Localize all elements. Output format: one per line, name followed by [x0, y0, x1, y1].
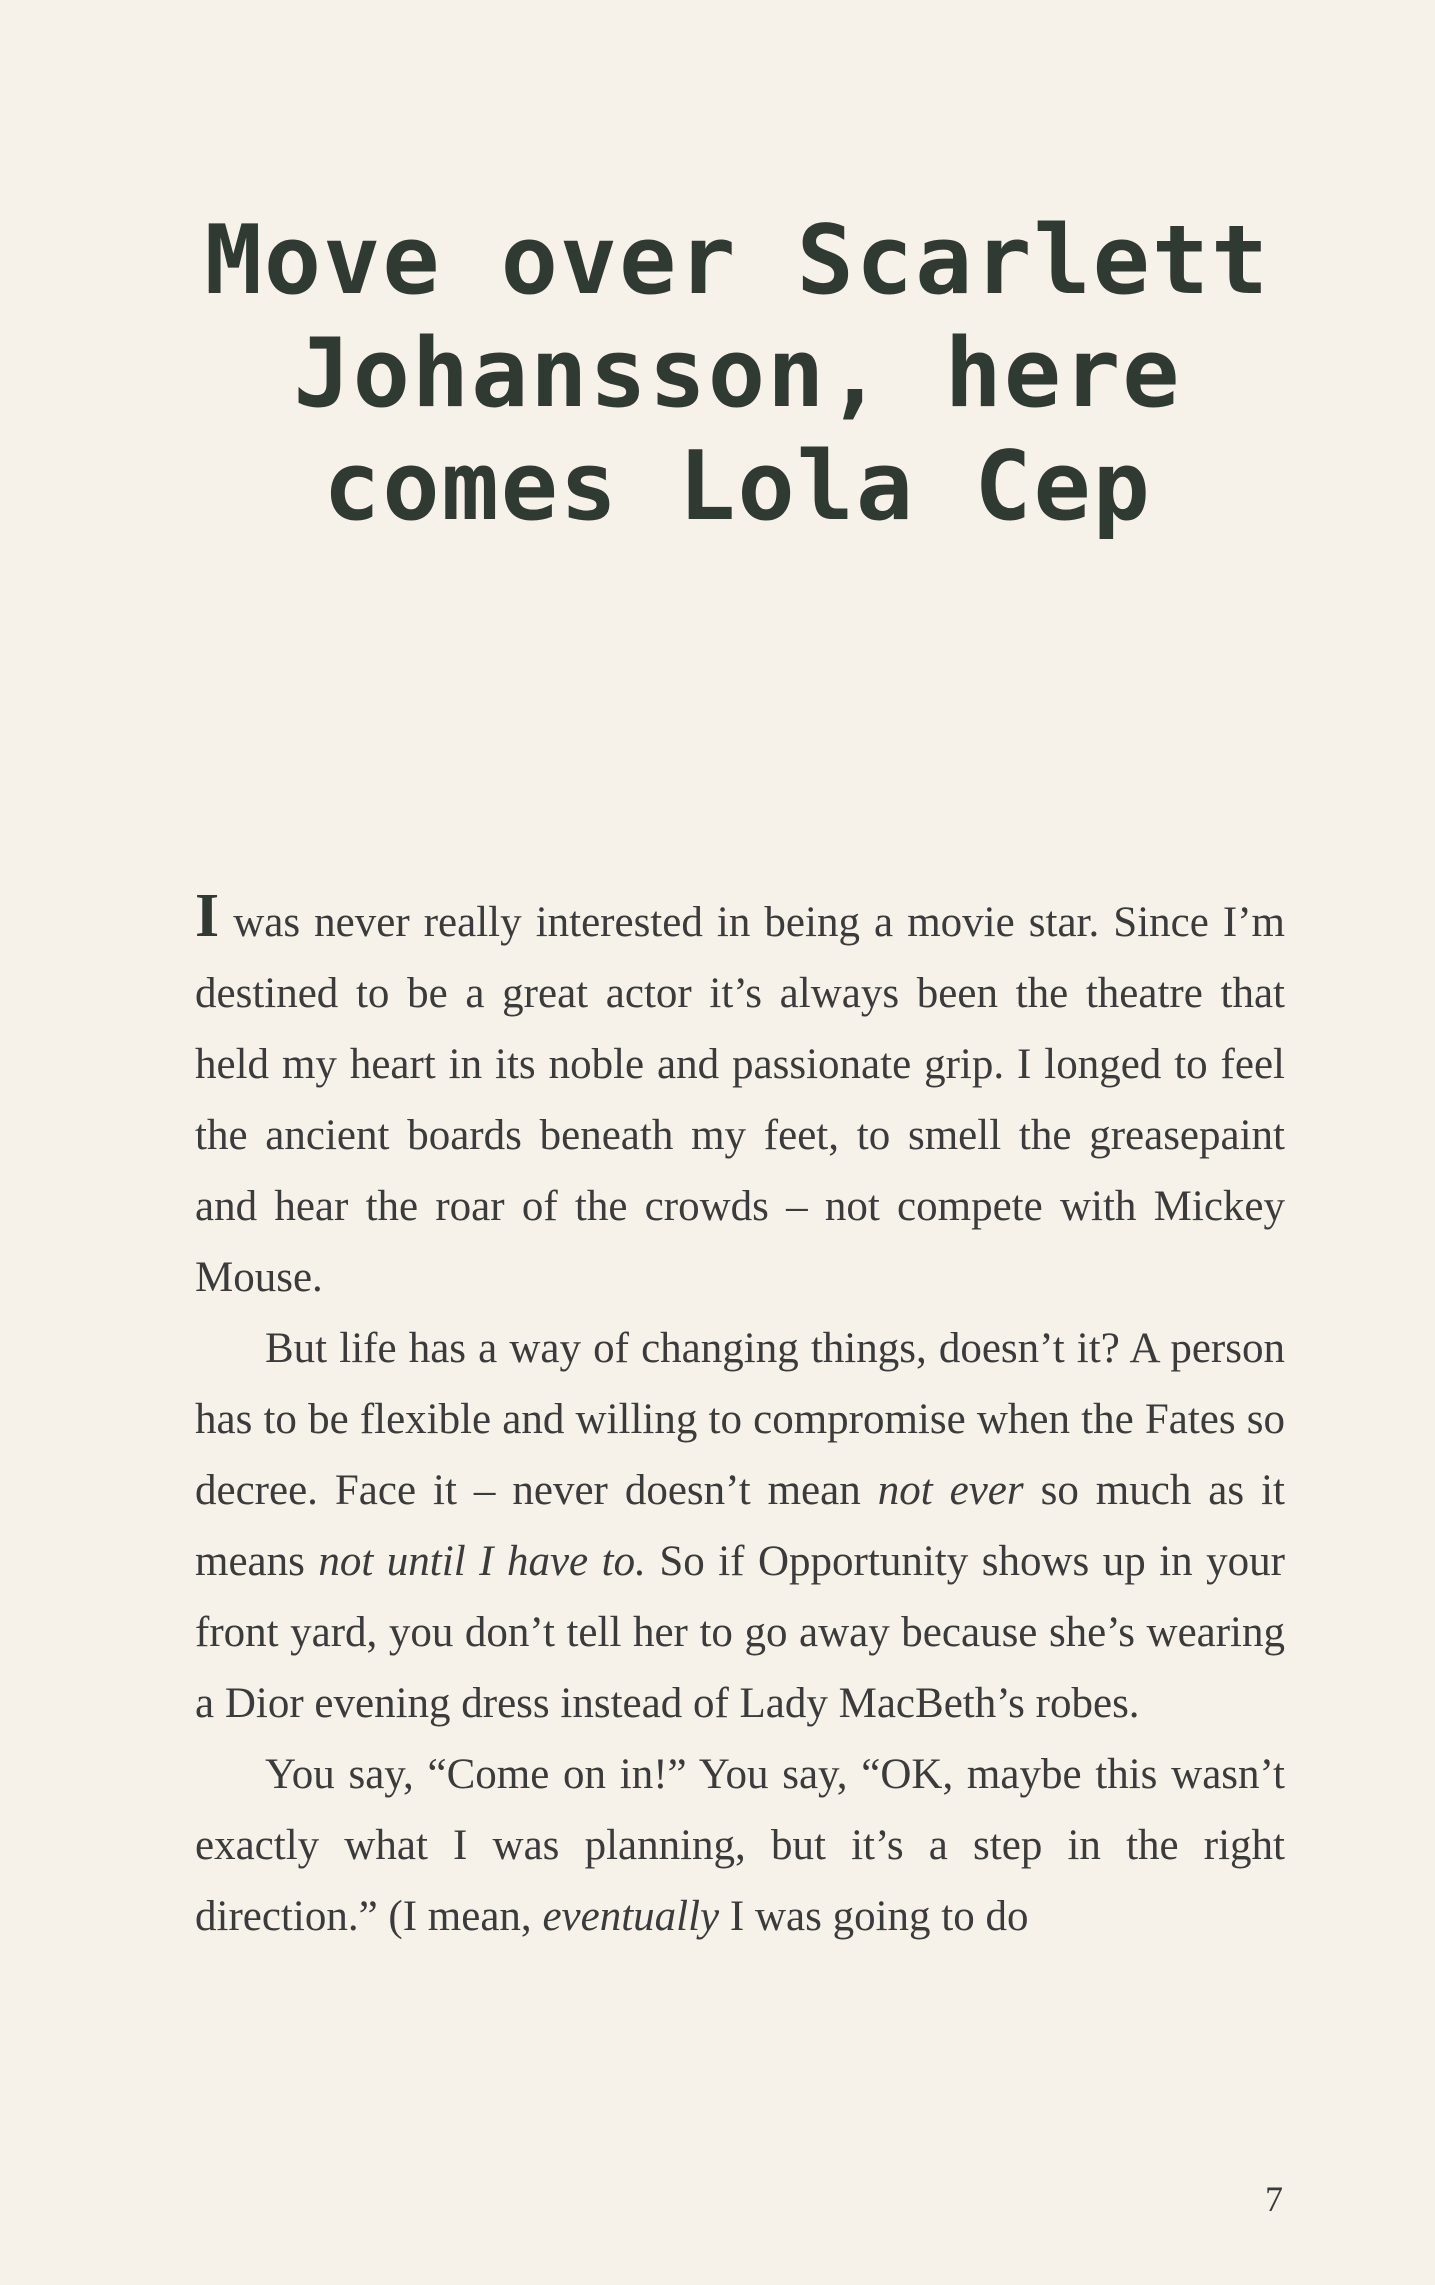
- paragraph-2-emphasis-1: not ever: [877, 1467, 1024, 1514]
- chapter-title-line-3: comes Lola Cep: [323, 432, 1152, 542]
- chapter-title-line-2: Johansson, here: [293, 319, 1182, 429]
- paragraph-3: [195, 1739, 1285, 1952]
- drop-initial: I: [195, 882, 220, 950]
- paragraph-3-text-b: I was going to do: [719, 1893, 1029, 1940]
- paragraph-2-text-c: So if Opportunity shows up in your front yard, you don’t tell her to go away because she’s wearing a Dior evening dress instead of Lady MacBeth’s robes.: [195, 1538, 1285, 1727]
- paragraph-2-emphasis-2: not until I have to.: [318, 1538, 646, 1585]
- paragraph-2: [195, 1313, 1285, 1739]
- paragraph-3-emphasis: eventually: [542, 1893, 720, 1940]
- page-number: 7: [1265, 2179, 1283, 2219]
- chapter-title: [160, 205, 1315, 544]
- chapter-body: [195, 882, 1285, 1952]
- paragraph-1: [195, 882, 1285, 1313]
- paragraph-2-text-b: so much as it means: [195, 1467, 1285, 1585]
- paragraph-1-text: was never really interested in being a movie star. Since I’m destined to be a great actor it’s always been the theatre that held my heart in its noble and passionate grip. I longed to feel the ancient boards beneath my feet, to smell the greasepaint and hear the roar of the crowds – not compete with Mickey Mouse.: [195, 899, 1285, 1301]
- paragraph-3-text-a: You say, “Come on in!” You say, “OK, maybe this wasn’t exactly what I was planning, but it’s a step in the right direction.” (I mean,: [195, 1751, 1285, 1940]
- paragraph-2-text-a: But life has a way of changing things, doesn’t it? A person has to be flexible and willing to compromise when the Fates so decree. Face it – never doesn’t mean: [195, 1325, 1285, 1514]
- chapter-title-line-1: Move over Scarlett: [204, 206, 1271, 316]
